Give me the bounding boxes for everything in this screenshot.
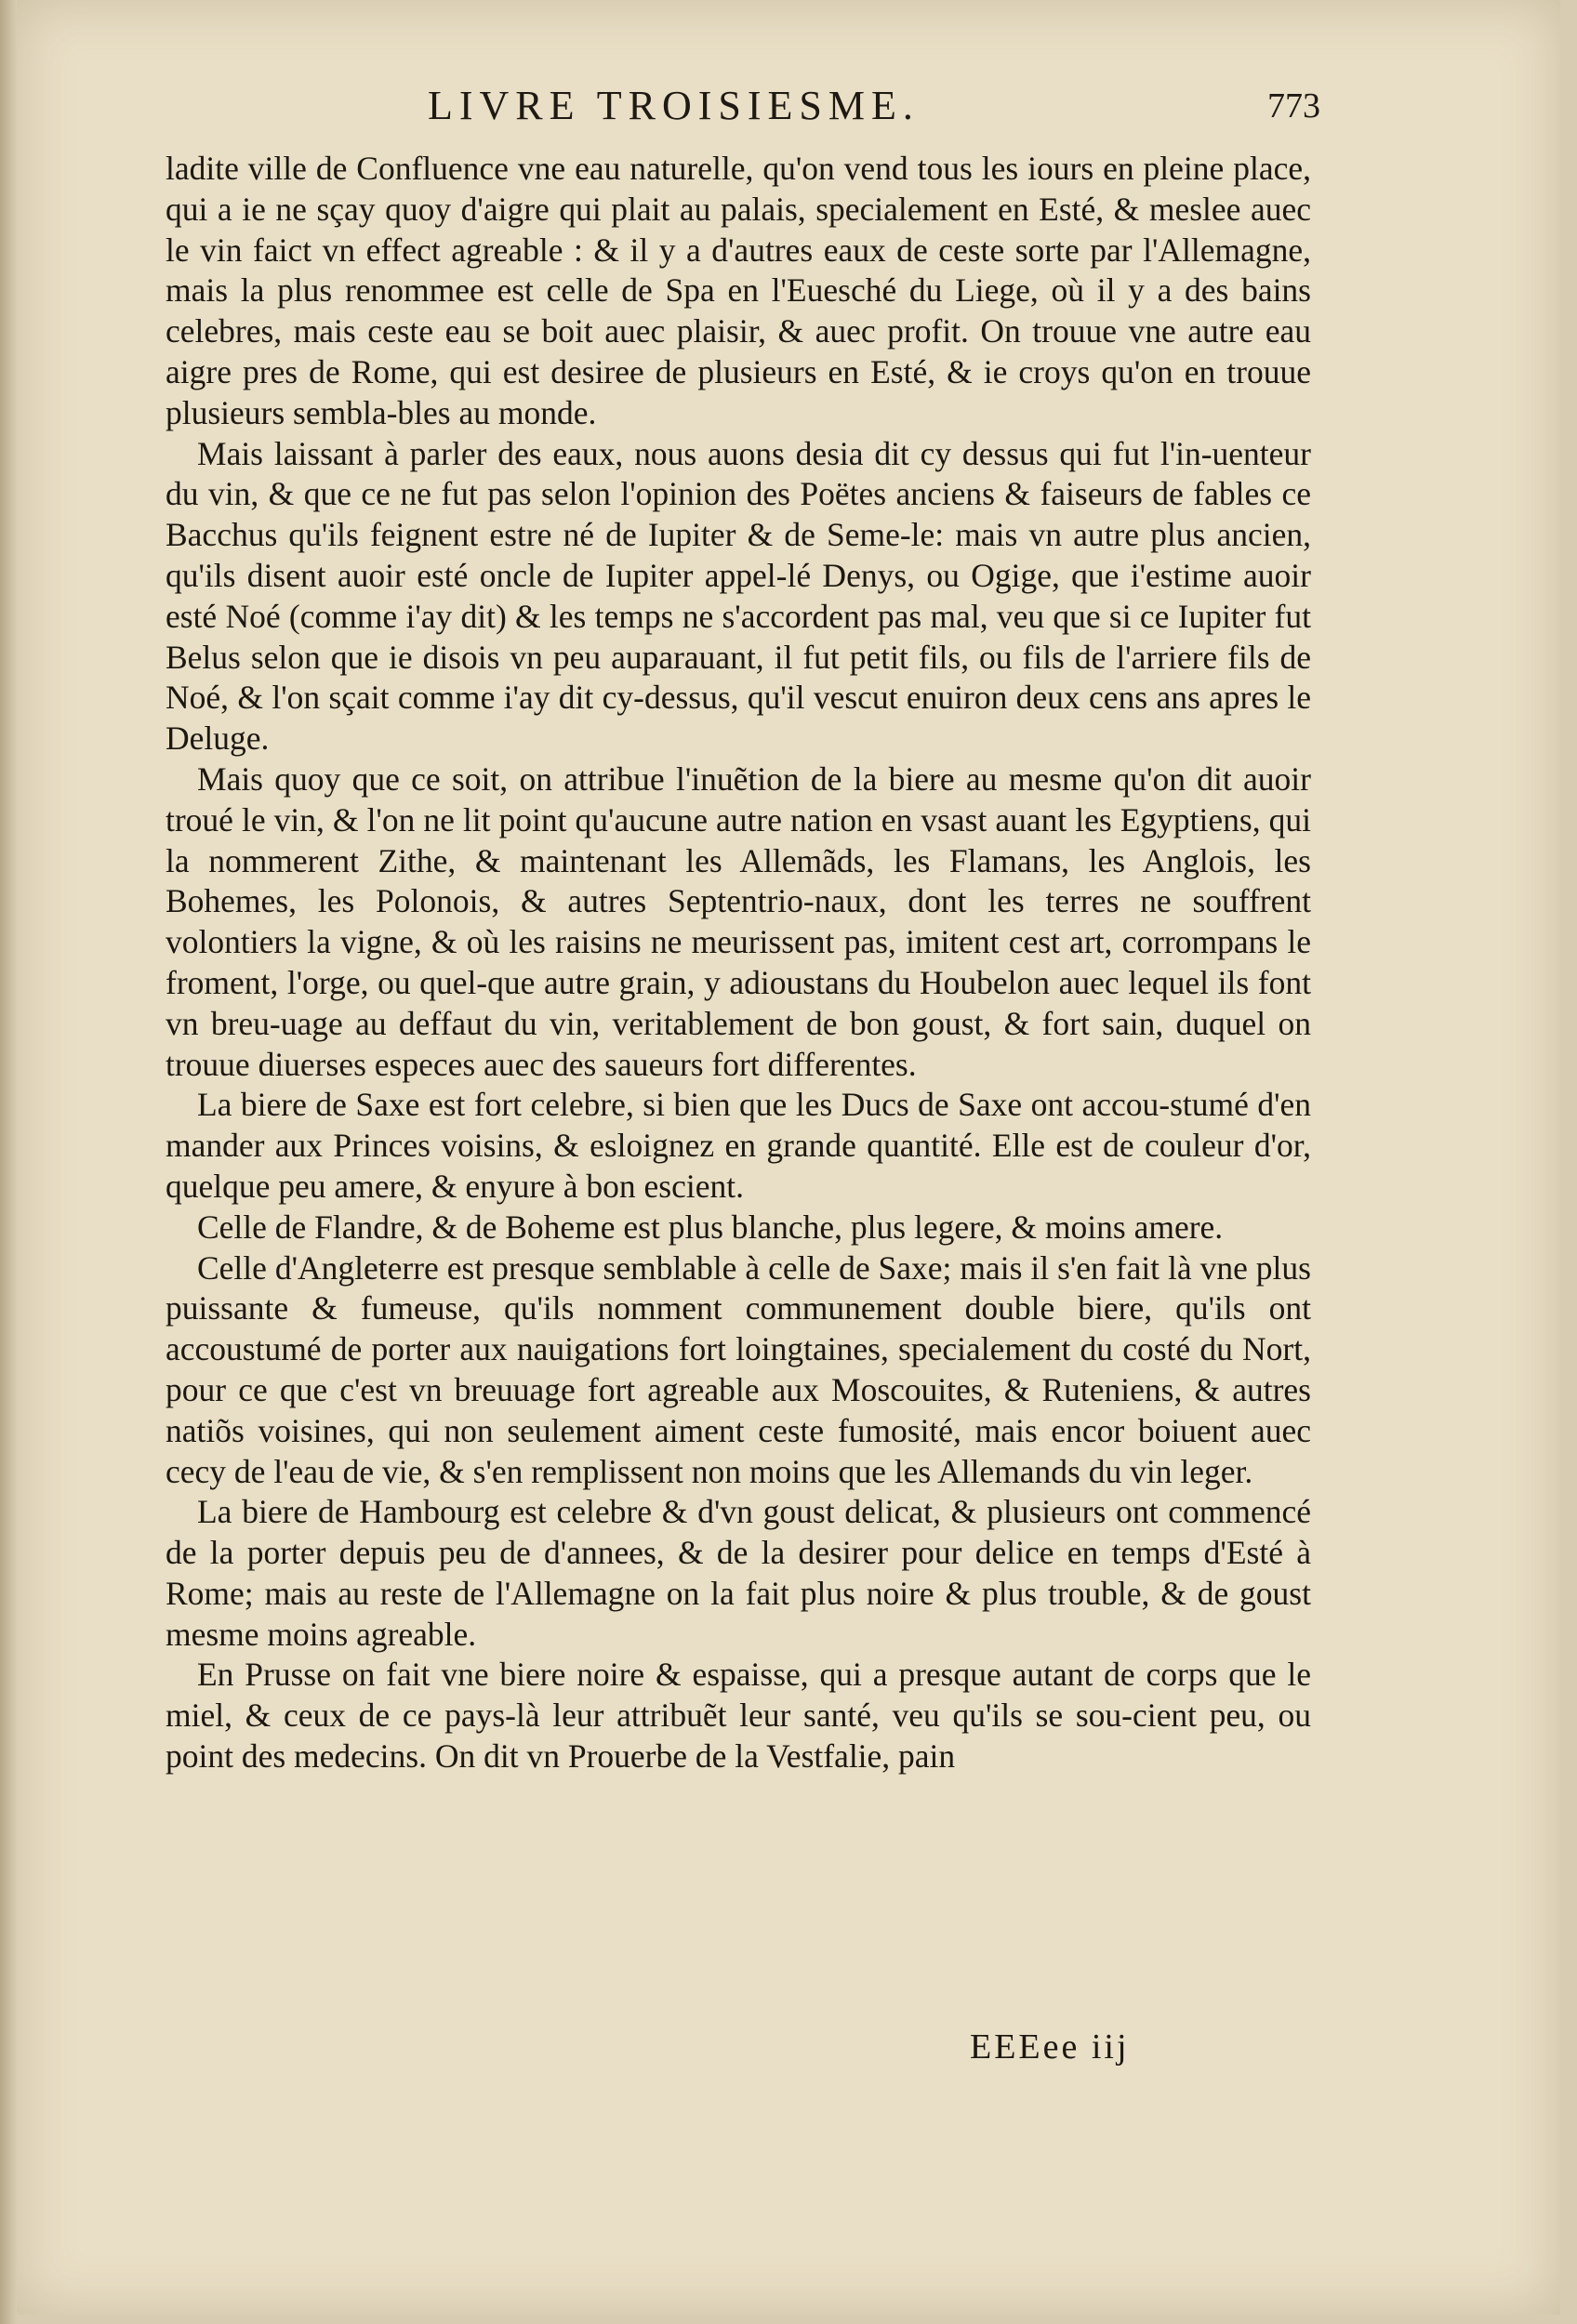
running-title: LIVRE TROISIESME. <box>428 83 920 128</box>
paragraph-prussian-beer: En Prusse on fait vne biere noire & espaisse, qui a presque autant de corps que le miel, & ceux de ce pays-là leur attribuẽt leur santé, veu qu'ils se sou-cient peu, ou point des medecins. On dit vn Prouerbe de la Vestfalie, pain <box>166 1656 1311 1776</box>
paragraph-flemish-beer: Celle de Flandre, & de Boheme est plus blanche, plus legere, & moins amere. <box>197 1208 1224 1246</box>
page-number: 773 <box>1267 86 1320 125</box>
paragraph-inventor-of-wine: Mais laissant à parler des eaux, nous auons desia dit cy dessus qui fut l'in-uenteur du vin, & que ce ne fut pas selon l'opinion des Poëtes anciens & faiseurs de fables ce Bacchus qu'ils feignent estre né de Iupiter & de Seme-le: mais vn autre plus ancien, qu'ils disent auoir esté oncle de Iupiter appel-lé Denys, ou Ogige, que i'estime auoir esté Noé (comme i'ay dit) & les temps ne s'accordent pas mal, veu que si ce Iupiter fut Belus selon que ie disois vn peu auparauant, il fut petit fils, ou fils de l'arriere fils de Noé, & l'on sçait comme i'ay dit cy-dessus, qu'il vescut enuiron deux cens ans apres le Deluge. <box>166 434 1311 758</box>
paragraph-confluence-water: ladite ville de Confluence vne eau naturelle, qu'on vend tous les iours en pleine place, qui a ie ne sçay quoy d'aigre qui plait au palais, specialement en Esté, & meslee auec le vin faict vn effect agreable : & il y a d'autres eaux de ceste sorte par l'Allemagne, mais la plus renommee est celle de Spa en l'Euesché du Liege, où il y a des bains celebres, mais ceste eau se boit auec plaisir, & auec profit. On trouue vne autre eau aigre pres de Rome, qui est desiree de plusieurs en Esté, & ie croys qu'on en trouue plusieurs sembla-bles au monde. <box>166 150 1311 431</box>
paragraph-invention-of-beer: Mais quoy que ce soit, on attribue l'inuẽtion de la biere au mesme qu'on dit auoir troué le vin, & l'on ne lit point qu'aucune autre nation en vsast auant les Egyptiens, qui la nommerent Zithe, & maintenant les Allemãds, les Flamans, les Anglois, les Bohemes, les Polonois, & autres Septentrio-naux, dont les terres ne souffrent volontiers la vigne, & où les raisins ne meurissent pas, imitent cest art, corrompans le froment, l'orge, ou quel-que autre grain, y adioustans du Houbelon auec lequel ils font vn breu-uage au deffaut du vin, veritablement de bon goust, & fort sain, duquel on trouue diuerses especes auec des saueurs fort differentes. <box>166 759 1311 1083</box>
page-header <box>428 82 1320 138</box>
body-text <box>166 149 1311 1777</box>
binding-gutter <box>0 0 17 2324</box>
paragraph-english-beer: Celle d'Angleterre est presque semblable à celle de Saxe; mais il s'en fait là vne plus puissante & fumeuse, qu'ils nomment communement double biere, qu'ils ont accoustumé de porter aux nauigations fort loingtaines, specialement du costé du Nort, pour ce que c'est vn breuuage fort agreable aux Moscouites, & Ruteniens, & autres natiõs voisines, qui non seulement aiment ceste fumosité, mais encor boiuent auec cecy de l'eau de vie, & s'en remplissent non moins que les Allemands du vin leger. <box>166 1248 1311 1490</box>
paragraph-saxon-beer: La biere de Saxe est fort celebre, si bien que les Ducs de Saxe ont accou-stumé d'en mander aux Princes voisins, & esloignez en grande quantité. Elle est de couleur d'or, quelque peu amere, & enyure à bon escient. <box>166 1086 1311 1205</box>
paragraph-hamburg-beer: La biere de Hambourg est celebre & d'vn goust delicat, & plusieurs ont commencé de la porter depuis peu de d'annees, & de la desirer pour delice en temps d'Esté à Rome; mais au reste de l'Allemagne on la fait plus noire & plus trouble, & de goust mesme moins agreable. <box>166 1493 1311 1653</box>
signature-mark: EEEee iij <box>970 2027 1130 2067</box>
